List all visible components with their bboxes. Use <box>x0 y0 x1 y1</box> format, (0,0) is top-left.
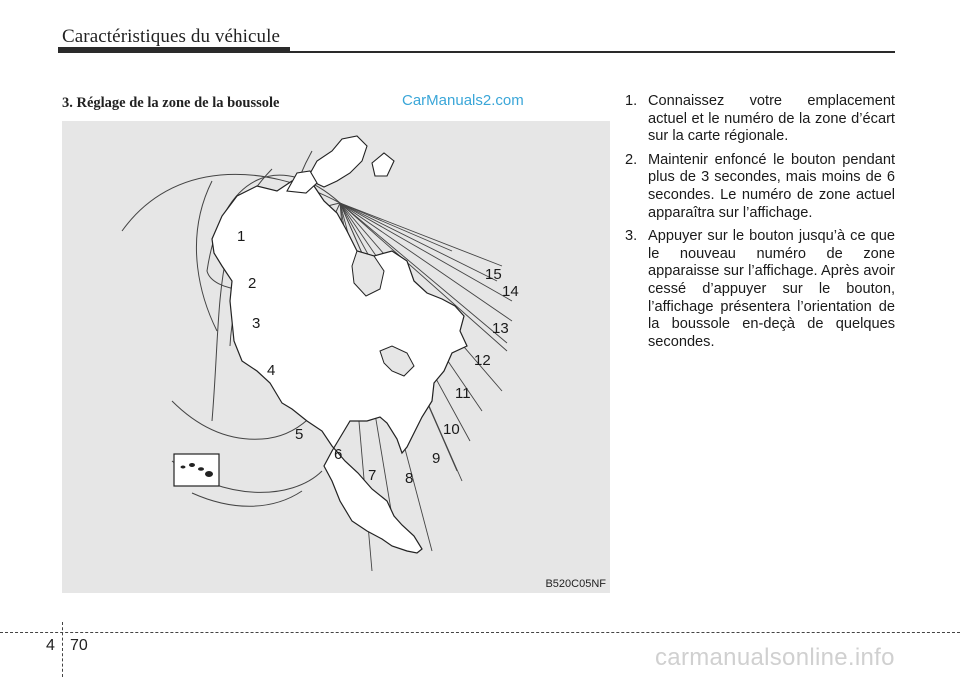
zone-line <box>192 491 302 506</box>
arctic-islands <box>307 136 367 187</box>
zone-label-1: 1 <box>237 228 246 245</box>
section-title: 3. Réglage de la zone de la boussole <box>62 95 280 111</box>
page-header-title: Caractéristiques du véhicule <box>62 26 281 47</box>
zone-line <box>196 181 217 331</box>
zone-label-4: 4 <box>267 362 276 379</box>
footer-divider <box>62 622 63 677</box>
step-number: 1. <box>625 93 638 109</box>
step-number: 3. <box>625 228 638 245</box>
zone-label-2: 2 <box>248 275 257 292</box>
step-number: 2. <box>625 151 638 168</box>
step-text: Appuyer sur le bouton jusqu’à ce que le nouveau numéro de zone apparaisse sur l’affichage. Après avoir cessé d’appuyer sur le bouton, l’affichage présentera l’orientation de la boussole en-deçà de quelques secondes. <box>648 228 895 350</box>
figure-code: B520C05NF <box>545 578 606 590</box>
zone-label-14: 14 <box>502 283 519 300</box>
zone-label-10: 10 <box>443 421 460 438</box>
zone-label-8: 8 <box>405 470 414 487</box>
continent-outline <box>212 181 467 553</box>
compass-zone-map <box>62 121 610 593</box>
footer-rule <box>0 632 960 633</box>
zone-label-9: 9 <box>432 450 441 467</box>
watermark-top[interactable]: CarManuals2.com <box>402 92 524 109</box>
zone-label-7: 7 <box>368 467 377 484</box>
hawaii-inset <box>174 454 219 486</box>
instruction-steps <box>625 93 895 357</box>
step-2 <box>625 152 895 222</box>
chapter-number: 4 <box>46 637 55 654</box>
page-number: 70 <box>70 637 88 654</box>
zone-label-13: 13 <box>492 320 509 337</box>
step-3 <box>625 228 895 351</box>
step-text: Connaissez votre emplacement actuel et le numéro de la zone d’écart sur la carte régionale. <box>648 93 895 145</box>
zone-label-5: 5 <box>295 426 304 443</box>
watermark-bottom[interactable]: carmanualsonline.info <box>655 644 895 671</box>
step-text: Maintenir enfoncé le bouton pendant plus de 3 secondes, mais moins de 6 secondes. Le numéro de zone actuel apparaîtra sur l’affichage. <box>648 151 895 221</box>
zone-label-6: 6 <box>334 446 343 463</box>
step-1 <box>625 93 895 146</box>
zone-label-12: 12 <box>474 352 491 369</box>
north-america-map <box>62 121 610 593</box>
zone-label-3: 3 <box>252 315 261 332</box>
zone-label-11: 11 <box>455 385 471 402</box>
zone-label-15: 15 <box>485 266 502 283</box>
header-rule <box>58 51 895 53</box>
